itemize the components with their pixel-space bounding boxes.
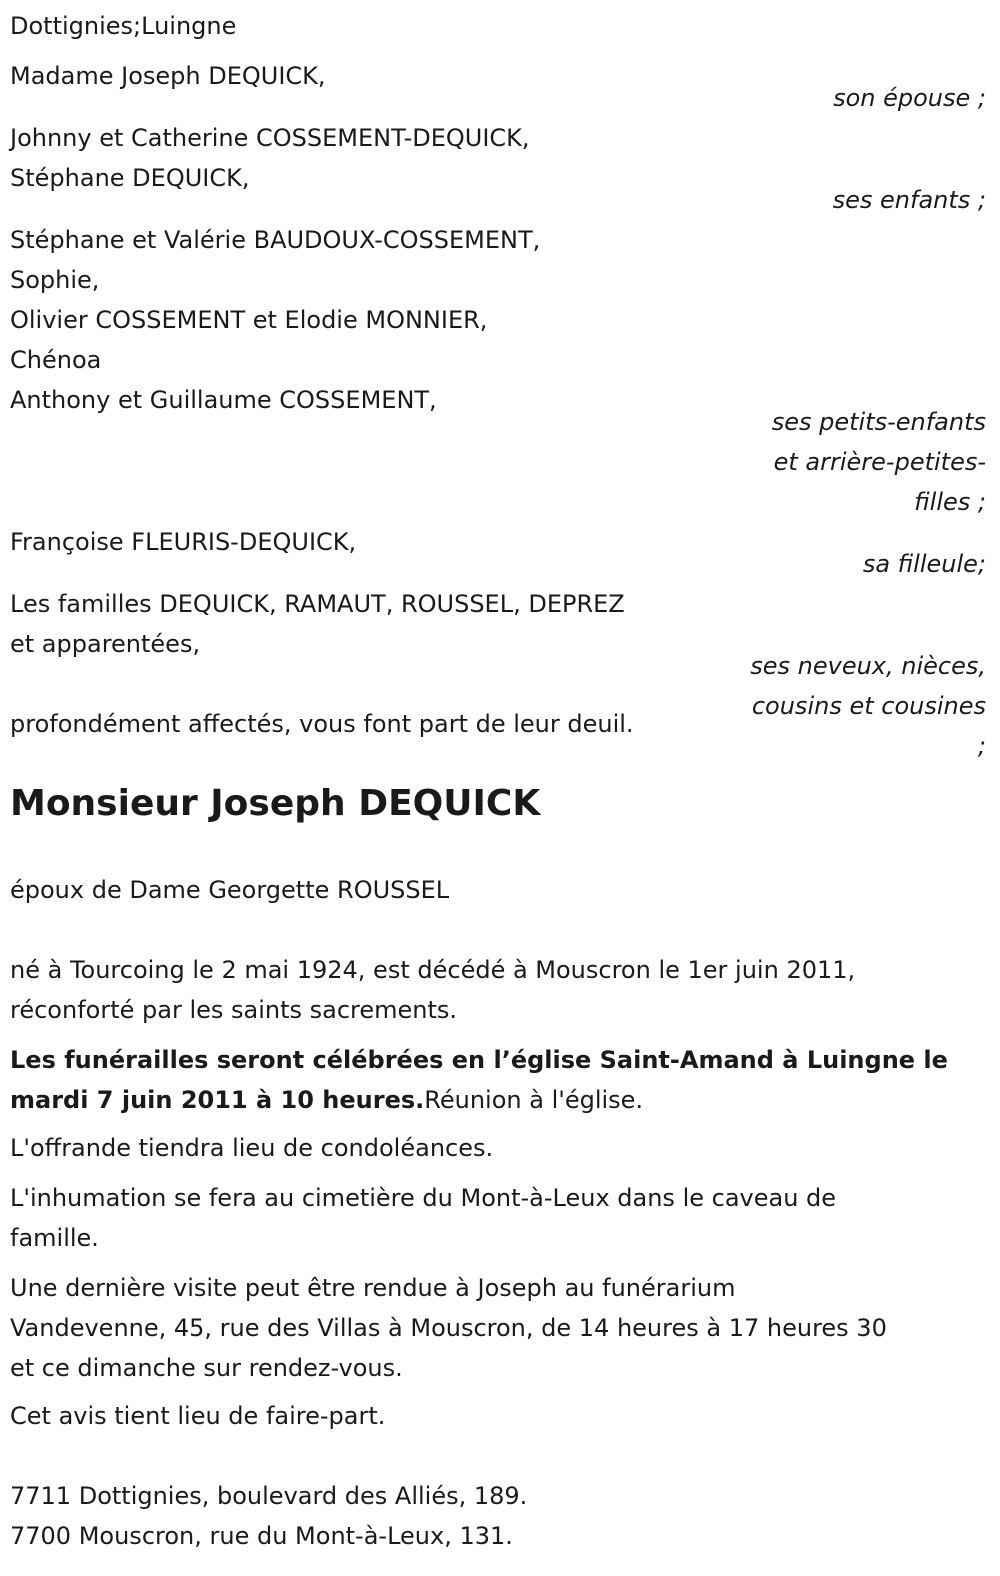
closing-line: profondément affectés, vous font part de leur deuil. [10,710,634,738]
family-name: Olivier COSSEMENT et Elodie MONNIER, [10,306,488,334]
family-name: Anthony et Guillaume COSSEMENT, [10,386,437,414]
funeral-line: Les funérailles seront célébrées en l’église Saint-Amand à Luingne le [10,1046,948,1074]
relation-text: son épouse ; [833,84,986,112]
family-name: Stéphane DEQUICK, [10,164,250,192]
relation-text: filles ; [914,488,986,516]
family-group-extended [10,584,625,664]
paragraph-line: L'inhumation se fera au cimetière du Mont-à-Leux dans le caveau de [10,1184,837,1212]
family-name: Les familles DEQUICK, RAMAUT, ROUSSEL, DEPREZ [10,590,625,618]
relation-text: et arrière-petites- [773,448,986,476]
family-group-goddaughter [10,522,356,562]
relation-extended [750,646,986,766]
relation-goddaughter [863,544,986,584]
family-group-spouse [10,56,326,96]
family-name: Chénoa [10,346,102,374]
address-line: 7700 Mouscron, rue du Mont-à-Leux, 131. [10,1522,513,1550]
relation-children [833,180,986,220]
paragraph-line: et ce dimanche sur rendez-vous. [10,1354,403,1382]
paragraph-line: Vandevenne, 45, rue des Villas à Mouscron, de 14 heures à 17 heures 30 [10,1314,887,1342]
addresses [10,1476,980,1556]
relation-text: ses neveux, nièces, [750,652,986,680]
notice-line: Cet avis tient lieu de faire-part. [10,1402,386,1430]
paragraph-line: famille. [10,1224,99,1252]
relation-text: ; [977,732,986,760]
funeral-date: mardi 7 juin 2011 à 10 heures. [10,1086,425,1114]
spouse-line: époux de Dame Georgette ROUSSEL [10,876,450,904]
funeral-meeting: Réunion à l'église. [424,1086,644,1114]
relation-text: ses enfants ; [832,186,986,214]
family-name: et apparentées, [10,630,201,658]
relation-text: cousins et cousines [751,692,986,720]
relation-text: sa filleule; [862,550,986,578]
deceased-name: Monsieur Joseph DEQUICK [10,783,541,824]
relation-spouse [833,78,986,118]
paragraph-line: Une dernière visite peut être rendue à Joseph au funérarium [10,1274,736,1302]
visit-paragraph [10,1268,980,1388]
family-name: Sophie, [10,266,100,294]
family-group-children [10,118,530,198]
family-name: Madame Joseph DEQUICK, [10,62,326,90]
family-name: Stéphane et Valérie BAUDOUX-COSSEMENT, [10,226,541,254]
family-name: Johnny et Catherine COSSEMENT-DEQUICK, [10,124,530,152]
offering-line: L'offrande tiendra lieu de condoléances. [10,1134,494,1162]
address-line: 7711 Dottignies, boulevard des Alliés, 189. [10,1482,528,1510]
family-name: Françoise FLEURIS-DEQUICK, [10,528,357,556]
burial-paragraph [10,1178,980,1258]
relation-grandchildren [772,402,986,522]
birth-death-paragraph [10,950,980,1030]
family-group-grandchildren [10,220,540,420]
location-header: Dottignies;Luingne [10,12,237,40]
paragraph-line: réconforté par les saints sacrements. [10,996,458,1024]
relation-text: ses petits-enfants [771,408,986,436]
paragraph-line: né à Tourcoing le 2 mai 1924, est décédé à Mouscron le 1er juin 2011, [10,956,856,984]
funeral-paragraph [10,1040,980,1120]
